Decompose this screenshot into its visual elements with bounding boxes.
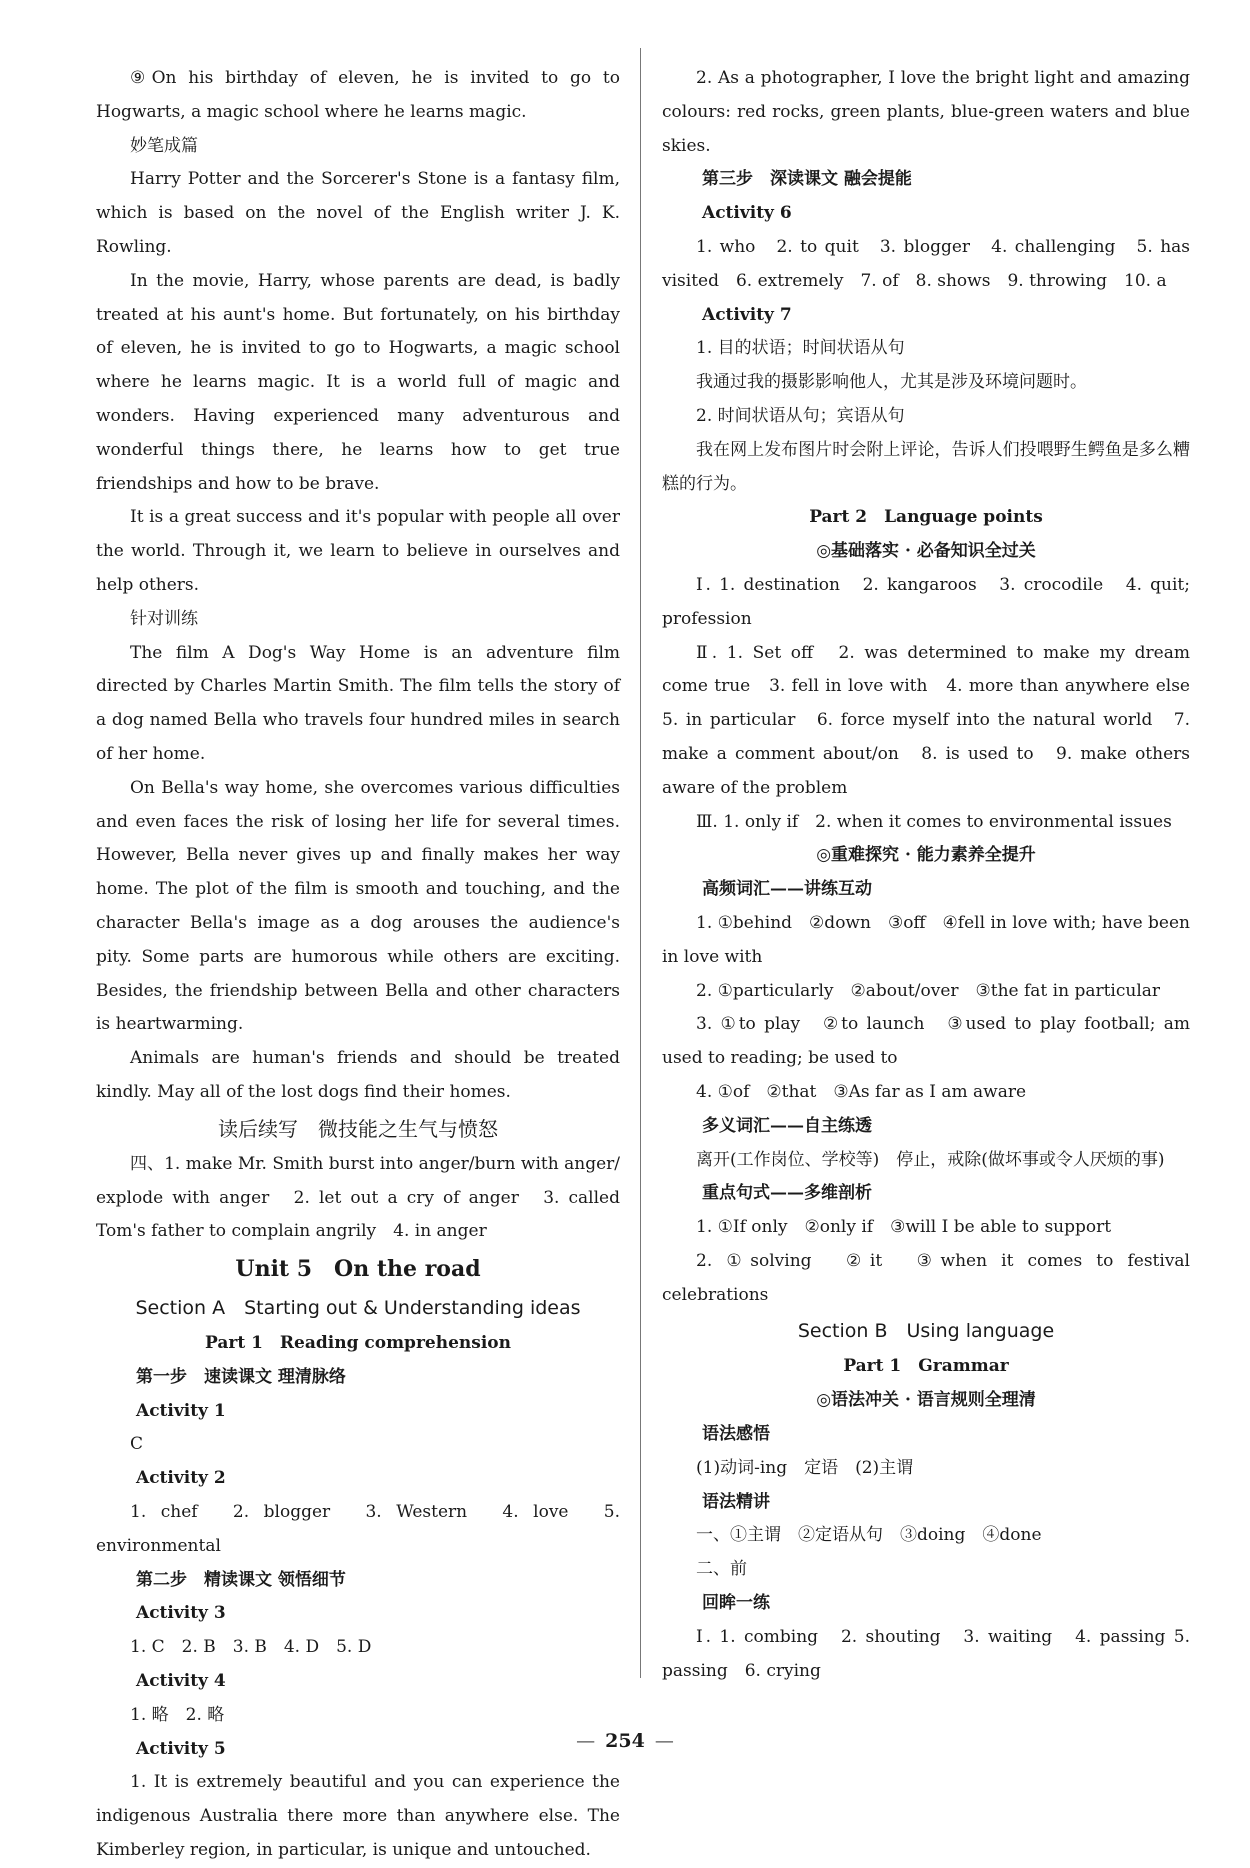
- left-paragraph: 第一步 速读课文 理清脉络: [136, 1366, 346, 1387]
- left-paragraph: Unit 5 On the road: [235, 1256, 481, 1283]
- right-paragraph: Ⅰ. 1. destination 2. kangaroos 3. crocodile 4. quit; profession: [662, 574, 1190, 629]
- right-paragraph: Section B Using language: [797, 1320, 1055, 1343]
- right-paragraph: Ⅱ. 1. Set off 2. was determined to make my dream come true 3. fell in love with 4. more than anywhere else 5. in particular 6. force myself into the natural world 7. make a comment about/on 8. is used to 9. make others aware of the problem: [662, 642, 1207, 798]
- right-paragraph: 高频词汇——讲练互动: [702, 879, 872, 900]
- left-paragraph: Activity 2: [136, 1468, 226, 1489]
- right-paragraph: 1. who 2. to quit 3. blogger 4. challenging 5. has visited 6. extremely 7. of 8. shows 9. throwing 10. a: [662, 236, 1190, 291]
- left-paragraph: In the movie, Harry, whose parents are dead, is badly treated at his aunt's home. But fortunately, on his birthday of eleven, he is invited to go to Hogwarts, a magic school where he learns magic. It is a world full of magic and wonders. Having experienced many adventurous and wonderful things there, he learns how to get true friendships and how to be brave.: [96, 270, 620, 494]
- left-paragraph: 1. chef 2. blogger 3. Western 4. love 5. environmental: [96, 1502, 620, 1556]
- right-paragraph: 3. ①to play ②to launch ③used to play football; am used to reading; be used to: [662, 1014, 1190, 1069]
- left-paragraph: Activity 1: [136, 1400, 226, 1421]
- left-paragraph: Activity 4: [136, 1671, 226, 1692]
- right-paragraph: 多义词汇——自主练透: [702, 1115, 872, 1136]
- left-column: [96, 62, 620, 1868]
- left-paragraph: 1. C 2. B 3. B 4. D 5. D: [130, 1637, 372, 1658]
- left-paragraph: 针对训练: [130, 608, 198, 629]
- right-paragraph: 1. 目的状语；时间状语从句: [696, 338, 905, 359]
- right-paragraph: Ⅲ. 1. only if 2. when it comes to environmental issues: [696, 811, 1172, 832]
- left-paragraph: 第二步 精读课文 领悟细节: [136, 1569, 346, 1590]
- right-paragraph: 二、前: [696, 1559, 747, 1580]
- right-paragraph: 语法感悟: [702, 1424, 770, 1445]
- right-paragraph: 我在网上发布图片时会附上评论，告诉人们投喂野生鳄鱼是多么糟糕的行为。: [662, 439, 1190, 494]
- right-paragraph: Ⅰ. 1. combing 2. shouting 3. waiting 4. passing 5. passing 6. crying: [662, 1626, 1190, 1681]
- left-paragraph: Harry Potter and the Sorcerer's Stone is a fantasy film, which is based on the novel of the English writer J. K. Rowling.: [96, 169, 620, 257]
- right-paragraph: 1. ①behind ②down ③off ④fell in love with; have been in love with: [662, 912, 1190, 967]
- column-divider: [640, 48, 641, 1678]
- left-paragraph: 读后续写 微技能之生气与愤怒: [218, 1116, 498, 1141]
- right-paragraph: ◎语法冲关 · 语言规则全理清: [816, 1390, 1036, 1411]
- right-paragraph: 2. 时间状语从句；宾语从句: [696, 405, 905, 426]
- left-paragraph: C: [130, 1434, 144, 1455]
- right-paragraph: 2. As a photographer, I love the bright light and amazing colours: red rocks, green plants, blue-green waters and blue skies.: [662, 68, 1190, 156]
- left-paragraph: 四、1. make Mr. Smith burst into anger/burn with anger/ explode with anger 2. let out a cry of anger 3. called Tom's father to complain angrily 4. in anger: [96, 1153, 620, 1242]
- right-paragraph: Part 1 Grammar: [843, 1356, 1009, 1377]
- left-paragraph: 1. It is extremely beautiful and you can experience the indigenous Australia there more than anywhere else. The Kimberley region, in particular, is unique and untouched.: [96, 1772, 620, 1861]
- left-paragraph: Animals are human's friends and should be treated kindly. May all of the lost dogs find their homes.: [96, 1048, 620, 1102]
- right-paragraph: Activity 6: [702, 203, 792, 224]
- left-paragraph: On Bella's way home, she overcomes various difficulties and even faces the risk of losing her life for several times. However, Bella never gives up and finally makes her way home. The plot of the film is smooth and touching, and the character Bella's image as a dog arouses the audience's pity. Some parts are humorous while others are exciting. Besides, the friendship between Bella and other characters is heartwarming.: [96, 777, 620, 1035]
- right-paragraph: (1)动词-ing 定语 (2)主谓: [696, 1457, 914, 1478]
- right-paragraph: 重点句式——多维剖析: [702, 1183, 872, 1204]
- right-paragraph: 离开(工作岗位、学校等) 停止，戒除(做坏事或令人厌烦的事): [696, 1149, 1165, 1170]
- page-number: — 254 —: [576, 1730, 674, 1752]
- right-column: [662, 62, 1207, 1688]
- right-paragraph: ◎重难探究 · 能力素养全提升: [816, 845, 1036, 866]
- left-paragraph: It is a great success and it's popular with people all over the world. Through it, we learn to believe in ourselves and help others.: [96, 507, 620, 595]
- right-paragraph: 1. ①If only ②only if ③will I be able to support: [696, 1217, 1112, 1238]
- right-paragraph: 4. ①of ②that ③As far as I am aware: [696, 1081, 1027, 1102]
- right-paragraph: ◎基础落实 · 必备知识全过关: [816, 541, 1036, 562]
- page-number-text: 254: [605, 1730, 645, 1752]
- right-paragraph: 我通过我的摄影影响他人，尤其是涉及环境问题时。: [696, 372, 1087, 393]
- right-paragraph: 第三步 深读课文 融会提能: [702, 169, 912, 190]
- right-paragraph: Part 2 Language points: [809, 507, 1043, 528]
- right-paragraph: 回眸一练: [702, 1593, 770, 1614]
- right-paragraph: 语法精讲: [702, 1491, 770, 1512]
- left-paragraph: Section A Starting out & Understanding ideas: [135, 1297, 581, 1320]
- right-paragraph: 2. ①solving ②it ③when it comes to festival celebrations: [662, 1250, 1190, 1305]
- left-paragraph: Activity 5: [136, 1738, 226, 1759]
- left-paragraph: 妙笔成篇: [130, 135, 198, 156]
- left-paragraph: ⑨On his birthday of eleven, he is invited to go to Hogwarts, a magic school where he learns magic.: [96, 68, 620, 122]
- left-paragraph: The film A Dog's Way Home is an adventure film directed by Charles Martin Smith. The film tells the story of a dog named Bella who travels four hundred miles in search of her home.: [96, 642, 620, 764]
- right-paragraph: 一、①主谓 ②定语从句 ③doing ④done: [696, 1525, 1042, 1546]
- left-paragraph: Part 1 Reading comprehension: [205, 1333, 511, 1354]
- left-paragraph: Activity 3: [136, 1603, 226, 1624]
- right-paragraph: 2. ①particularly ②about/over ③the fat in particular: [696, 980, 1161, 1001]
- left-paragraph: 1. 略 2. 略: [130, 1704, 225, 1725]
- right-paragraph: Activity 7: [702, 304, 792, 325]
